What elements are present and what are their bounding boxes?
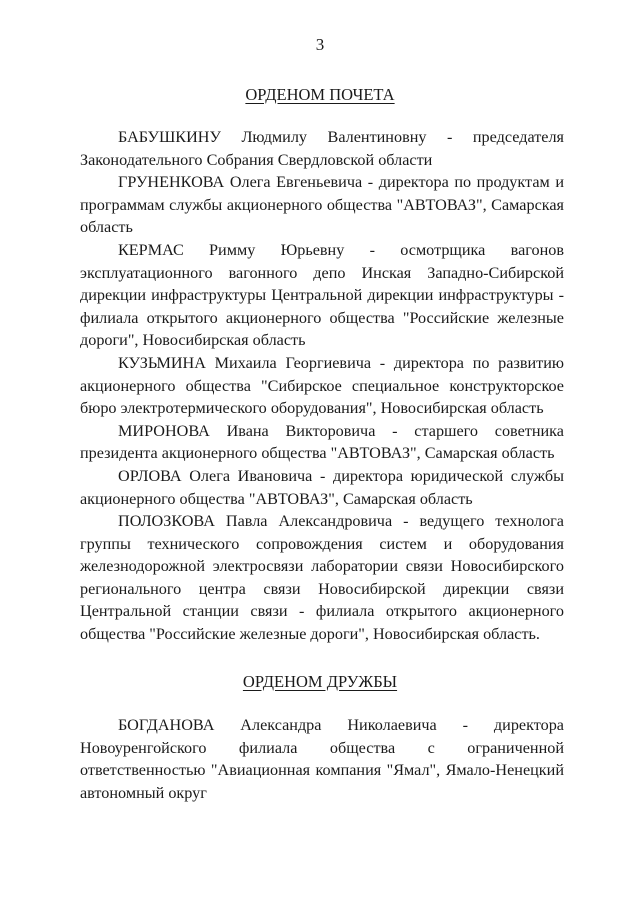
page-number: 3 [315,35,325,54]
award-list-order-of-friendship [80,714,564,804]
section-heading-text: ОРДЕНОМ ПОЧЕТА [245,85,395,104]
award-entry: БАБУШКИНУ Людмилу Валентиновну - председателя Законодательного Собрания Свердловской области [80,128,564,169]
award-entry: ОРЛОВА Олега Ивановича - директора юридической службы акционерного общества "АВТОВАЗ", Самарская область [80,466,564,508]
award-entry: БОГДАНОВА Александра Николаевича - директора Новоуренгойского филиала общества с ограниченной ответственностью "Авиационная компания "Ямал", Ямало-Ненецкий автономный округ [80,716,564,802]
section-heading-text: ОРДЕНОМ ДРУЖБЫ [242,672,398,691]
award-entry: КУЗЬМИНА Михаила Георгиевича - директора по развитию акционерного общества "Сибирское специальное конструкторское бюро электротермического оборудования", Новосибирская область [80,353,564,418]
award-list-order-of-honour [80,126,564,646]
award-entry: МИРОНОВА Ивана Викторовича - старшего советника президента акционерного общества "АВТОВАЗ", Самарская область [80,421,564,463]
award-entry: ГРУНЕНКОВА Олега Евгеньевича - директора по продуктам и программам службы акционерного общества "АВТОВАЗ", Самарская область [80,173,564,237]
award-entry: КЕРМАС Римму Юрьевну - осмотрщика вагонов эксплуатационного вагонного депо Инская Западно-Сибирской дирекции инфраструктуры Центральной дирекции инфраструктуры - филиала открытого акционерного общества "Российские железные дороги", Новосибирская область [80,240,564,350]
section-heading-order-of-honour [0,84,640,106]
section-heading-order-of-friendship [0,671,640,693]
award-entry: ПОЛОЗКОВА Павла Александровича - ведущего технолога группы технического сопровождения систем и оборудования железнодорожной электросвязи лаборатории связи Новосибирского регионального центра связи Новосибирской дирекции связи Центральной станции связи - филиала открытого акционерного общества "Российские железные дороги", Новосибирская область. [80,512,564,644]
